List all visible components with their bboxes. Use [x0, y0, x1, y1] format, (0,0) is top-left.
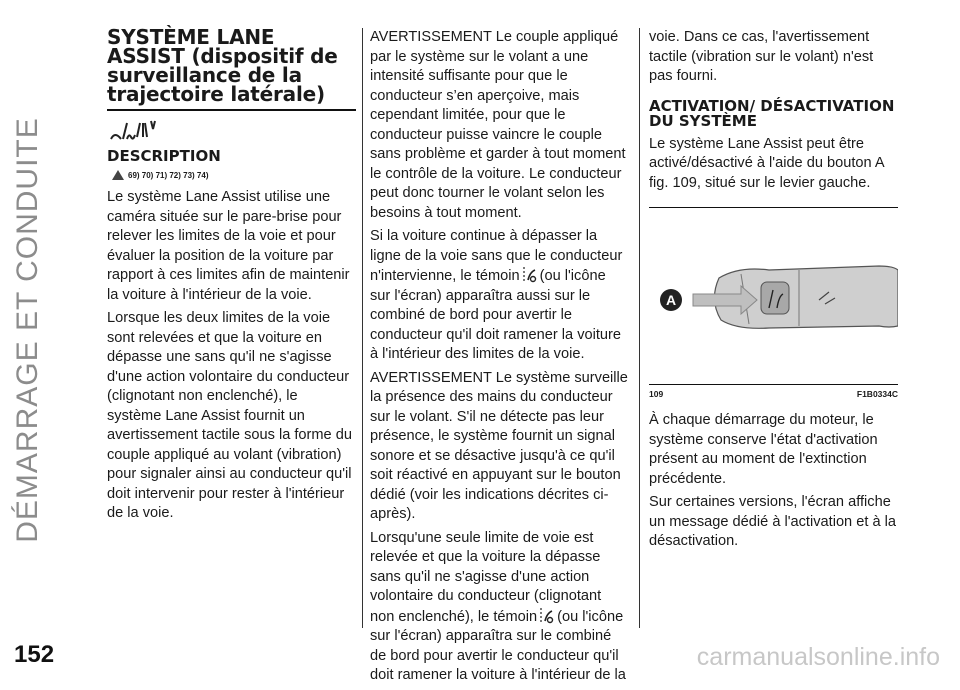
figure-callout-label: A	[665, 292, 677, 308]
text: Lorsqu'une seule limite de voie est relevée et que la voiture la dépasse sans qu'il ne s'agisse d'une action volontaire du conducteur (clignotant non enclenché), le témoin	[370, 529, 602, 625]
paragraph	[370, 227, 628, 365]
paragraph: AVERTISSEMENT Le système surveille la présence des mains du conducteur sur le volant. S'il ne détecte pas leur présence, le système fournit un signal sonore et se désactive jusqu'à ce qu'il soit réactivé en appuyant sur le bouton dédié (voir les indications décrites ci-après).	[370, 369, 628, 522]
warning-references	[112, 170, 356, 180]
figure-number: 109	[649, 389, 664, 399]
side-section-title: DÉMARRAGE ET CONDUITE	[11, 117, 44, 543]
text: Si la voiture continue à dépasser la ligne de la voie sans que le conducteur n'intervienne, le témoin	[370, 228, 623, 284]
paragraph: Le système Lane Assist utilise une caméra située sur le pare-brise pour relever les limites de la voie et pour évaluer la position de la voiture par rapport à ces limites afin de maintenir la voiture à l'intérieur de la voie.	[107, 189, 350, 303]
column-2	[370, 28, 628, 690]
lane-warning-light-icon	[539, 607, 555, 625]
figure-code: F1B0334C	[856, 389, 898, 399]
warning-triangle-icon	[112, 170, 124, 180]
text: (ou l'icône sur l'écran) apparaîtra aussi sur le combiné de bord pour avertir le conducteur qu'il doit ramener la voiture à l'intérieur des limites de la voie.	[370, 268, 622, 362]
subsection-title: ACTIVATION/ DÉSACTIVATION DU SYSTÈME	[649, 96, 895, 130]
watermark: carmanualsonline.info	[696, 643, 940, 671]
paragraph: Lorsque les deux limites de la voie sont relevées et que la voiture en dépasse une sans qu'il ne s'agisse d'une action volontaire du conducteur (clignotant non enclenché), le système Lane Assist fournit un avertissement tactile sous la forme du couple appliqué au volant (vibration) pour signaler ainsi au conducteur qu'il doit intervenir pour rester à l'intérieur de la voie.	[107, 310, 352, 521]
figure-109	[649, 207, 898, 385]
stalk-illustration	[649, 208, 898, 384]
figure-caption	[649, 389, 898, 399]
lane-assist-icon	[107, 117, 159, 143]
paragraph: Sur certaines versions, l'écran affiche un message dédié à l'activation et à la désactivation.	[649, 494, 896, 549]
paragraph: AVERTISSEMENT Le couple appliqué par le système sur le volant a une intensité suffisante pour que le conducteur s’en aperçoive, mais cependant limitée, pour que le conducteur puisse vaincre le couple sans problème et garder à tout moment le contrôle de la voiture. Le conducteur peut donc tourner le volant selon les besoins à tout moment.	[370, 29, 626, 221]
paragraph	[370, 529, 628, 686]
reference-numbers: 69) 70) 71) 72) 73) 74)	[128, 170, 209, 180]
paragraph: À chaque démarrage du moteur, le système conserve l'état d'activation présent au moment de l'extinction précédente.	[649, 412, 878, 487]
column-divider	[362, 28, 363, 628]
column-divider	[639, 28, 640, 628]
title-rule	[107, 109, 356, 111]
page-number: 152	[14, 641, 55, 668]
column-3	[649, 28, 898, 556]
column-1	[107, 25, 356, 528]
subsection-title: DESCRIPTION	[107, 147, 221, 165]
paragraph: Le système Lane Assist peut être activé/désactivé à l'aide du bouton A fig. 109, situé sur le levier gauche.	[649, 135, 884, 191]
paragraph: voie. Dans ce cas, l'avertissement tactile (vibration sur le volant) n'est pas fourni.	[649, 29, 874, 84]
section-title: SYSTÈME LANE ASSIST (dispositif de surveillance de la trajectoire latérale)	[107, 25, 338, 106]
text: (ou l'icône sur l'écran) apparaîtra sur le combiné de bord pour avertir le conducteur qu'il doit ramener la voiture à l'intérieur de la	[370, 608, 626, 683]
lane-warning-light-icon	[522, 266, 538, 284]
